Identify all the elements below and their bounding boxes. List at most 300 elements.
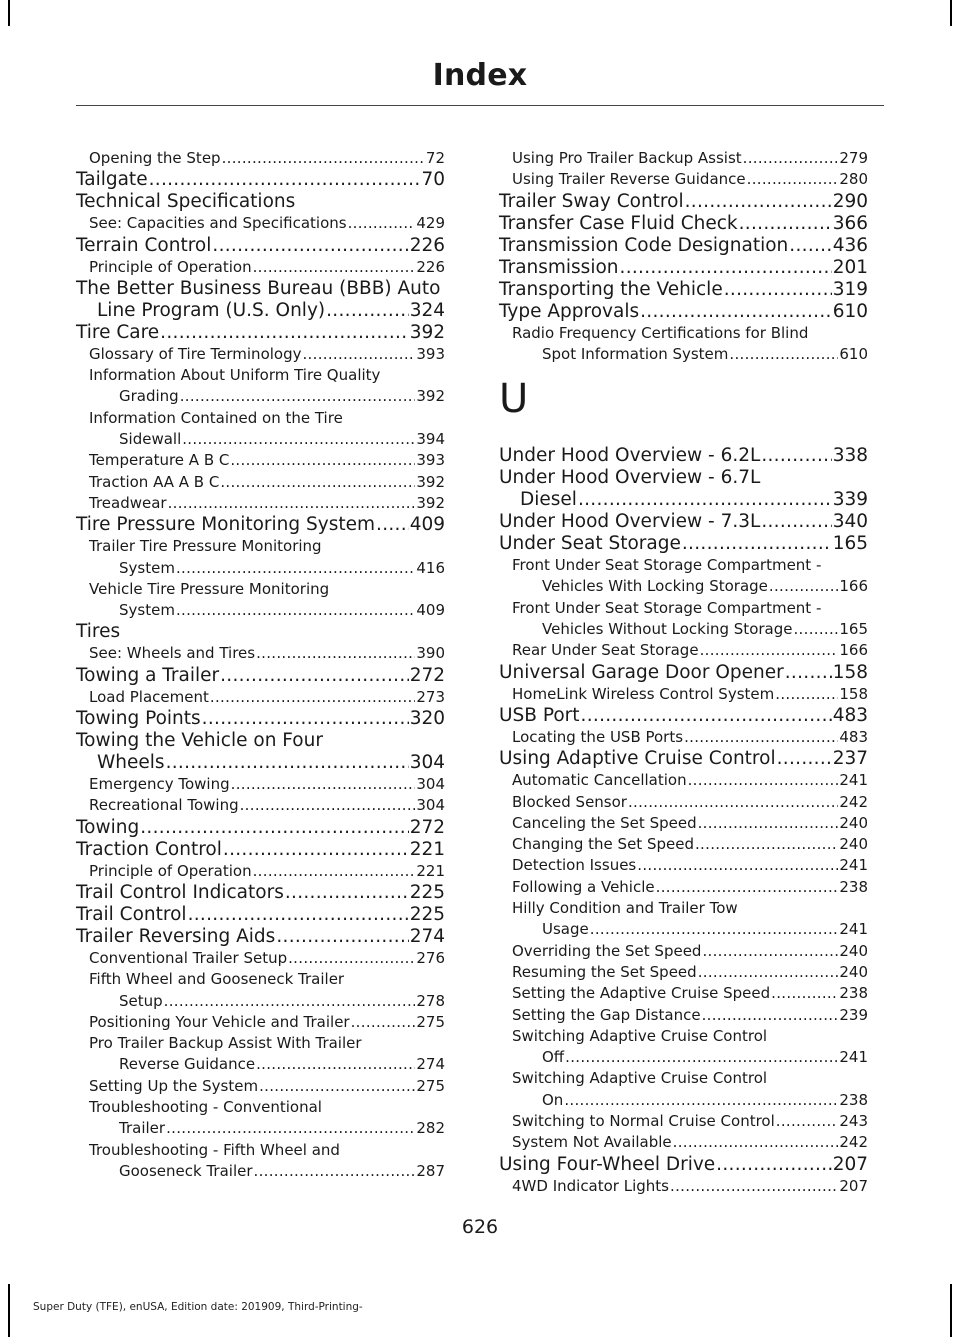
index-subentry[interactable] [499,941,868,962]
index-entry-label: Towing a Trailer [76,664,220,686]
index-entry[interactable] [76,926,445,948]
index-page-number: 226 [416,257,445,276]
index-entry-label: Under Hood Overview - 6.2L [499,445,761,467]
index-page-number: 158 [839,684,868,703]
index-page-number: 280 [839,170,868,189]
index-subentry[interactable] [76,600,445,621]
index-subentry[interactable] [76,257,445,278]
index-page-number: 436 [832,234,868,256]
dot-leader [254,1161,416,1182]
index-subentry[interactable] [76,344,445,365]
index-entry[interactable] [499,748,868,770]
index-entry-label: Under Hood Overview - 6.7L [499,467,761,489]
index-subentry[interactable] [76,1161,445,1182]
index-column-right [499,148,868,1197]
index-page-number: 239 [839,1005,868,1024]
index-page-number: 240 [839,835,868,854]
dot-leader [698,962,839,983]
dot-leader [724,279,832,301]
dot-leader [684,727,838,748]
index-subentry[interactable] [499,1090,868,1111]
index-subentry[interactable] [499,576,868,597]
index-entry-label: Blocked Sensor [512,792,627,811]
index-entry[interactable] [499,445,868,467]
index-subentry[interactable] [76,1140,445,1161]
index-subentry[interactable] [76,493,445,514]
crop-mark-top-left [8,0,10,26]
index-subentry[interactable] [499,684,868,705]
index-entry-label: See: Wheels and Tires [89,644,256,663]
index-page-number: 240 [839,813,868,832]
index-subentry[interactable] [76,429,445,450]
dot-leader [276,926,408,948]
index-page-number: 241 [839,856,868,875]
index-page-number: 275 [416,1076,445,1095]
index-entry-label: Principle of Operation [89,861,252,880]
index-subentry[interactable] [76,579,445,600]
index-entry-label: Front Under Seat Storage Compartment - [512,556,822,575]
index-subentry[interactable] [76,861,445,882]
index-subentry[interactable] [76,774,445,795]
index-entry-label: Trail Control Indicators [76,881,284,903]
index-page-number: 610 [839,344,868,363]
index-page-number: 483 [832,704,868,726]
dot-leader [761,511,831,533]
index-entry-label: Vehicle Tire Pressure Monitoring [89,579,330,598]
index-entry-label: Rear Under Seat Storage [512,641,699,660]
index-subentry[interactable] [76,1097,445,1118]
index-entry[interactable] [76,621,445,643]
crop-mark-bottom-right [950,1284,952,1337]
index-subentry[interactable] [499,834,868,855]
index-entry-label: Hilly Condition and Trailer Tow [512,899,738,918]
index-page-number: 390 [416,644,445,663]
dot-leader [785,662,832,684]
dot-leader [230,450,415,471]
index-subentry[interactable] [499,792,868,813]
index-entry-label: Line Program (U.S. Only) [97,299,326,321]
dot-leader [789,235,831,257]
index-subentry[interactable] [499,727,868,748]
dot-leader [285,882,409,904]
index-page-number: 273 [416,687,445,706]
index-page-number: 221 [409,838,445,860]
index-entry-label: Vehicles Without Locking Storage [542,620,793,639]
index-page-number: 394 [416,430,445,449]
index-subentry[interactable] [499,169,868,190]
index-entry-label: Trailer Sway Control [499,190,684,212]
index-page-number: 393 [416,344,445,363]
index-page-number: 392 [409,321,445,343]
index-entry-label: Principle of Operation [89,257,252,276]
index-subentry[interactable] [499,770,868,791]
dot-leader [698,813,839,834]
index-subentry[interactable] [76,472,445,493]
index-subentry[interactable] [76,450,445,471]
dot-leader [202,708,409,730]
index-page-number: 225 [409,881,445,903]
index-entry-label: Spot Information System [542,344,729,363]
index-page-number: 166 [839,641,868,660]
index-entry[interactable] [76,665,445,687]
index-subentry[interactable] [499,1005,868,1026]
dot-leader [180,386,416,407]
index-entry[interactable] [76,169,445,191]
index-entry[interactable] [76,882,445,904]
index-entry[interactable] [76,752,445,774]
index-subentry[interactable] [499,898,868,919]
index-subentry[interactable] [76,1076,445,1097]
index-entry-label: Technical Specifications [76,191,296,213]
dot-leader [220,665,409,687]
index-subentry[interactable] [76,365,445,386]
index-entry[interactable] [499,279,868,301]
index-entry-label: Towing [76,816,140,838]
index-subentry[interactable] [499,344,868,365]
index-entry[interactable] [499,235,868,257]
index-page-number: 279 [839,149,868,167]
index-entry-label: Trail Control [76,903,187,925]
edition-footer: Super Duty (TFE), enUSA, Edition date: 201909, Third-Printing- [33,1301,363,1313]
index-subentry[interactable] [76,213,445,234]
index-entry[interactable] [499,257,868,279]
index-entry-label: On [542,1090,564,1109]
index-entry-label: Reverse Guidance [119,1055,256,1074]
index-page-number: 282 [416,1119,445,1138]
index-entry-label: Transporting the Vehicle [499,278,723,300]
index-subentry[interactable] [499,813,868,834]
index-entry[interactable] [76,839,445,861]
index-entry-label: Diesel [520,489,577,511]
index-page-number: 70 [421,169,445,191]
index-entry-label: Terrain Control [76,234,212,256]
index-subentry[interactable] [76,795,445,816]
index-letter-heading: U [499,376,529,423]
index-entry-label: Tires [76,621,121,643]
index-subentry[interactable] [499,1132,868,1153]
index-subentry[interactable] [76,1118,445,1139]
dot-leader [149,169,421,191]
index-entry-label: Universal Garage Door Opener [499,661,784,683]
index-entry-label: Using Adaptive Cruise Control [499,748,776,770]
index-subentry[interactable] [499,962,868,983]
index-page-number: 72 [425,149,445,167]
index-subentry[interactable] [76,1012,445,1033]
index-entry-label: Trailer Reversing Aids [76,925,276,947]
index-entry-label: Vehicles With Locking Storage [542,577,768,596]
index-entry-label: Using Trailer Reverse Guidance [512,170,746,189]
index-entry-label: Traction AA A B C [89,472,220,491]
index-page-number: 275 [416,1012,445,1031]
dot-leader [253,861,416,882]
index-entry[interactable] [76,514,445,536]
index-entry-label: Trailer [119,1119,166,1138]
index-subentry[interactable] [499,1176,868,1197]
dot-leader [160,322,409,344]
index-entry-label: Glossary of Tire Terminology [89,344,302,363]
dot-leader [739,213,832,235]
index-entry[interactable] [499,489,868,511]
index-entry[interactable] [499,662,868,684]
index-page-number: 320 [409,708,445,730]
index-page-number: 241 [839,771,868,790]
index-subentry[interactable] [76,386,445,407]
index-page-number: 238 [839,1090,868,1109]
index-entry-label: HomeLink Wireless Control System [512,684,775,703]
index-page-number: 429 [416,214,445,233]
index-page-number: 226 [409,234,445,256]
dot-leader [688,770,839,791]
dot-leader [231,774,416,795]
index-entry[interactable] [499,191,868,213]
index-page-number: 290 [832,190,868,212]
index-subentry[interactable] [76,1033,445,1054]
index-subentry[interactable] [499,640,868,661]
dot-leader [700,640,839,661]
dot-leader [259,1076,415,1097]
index-entry-label: Towing Points [76,708,201,730]
index-entry-label: The Better Business Bureau (BBB) Auto [76,277,441,299]
dot-leader [256,643,415,664]
index-page-number: 165 [832,533,868,555]
dot-leader [222,148,425,169]
index-subentry[interactable] [76,687,445,708]
index-entry[interactable] [499,213,868,235]
index-page-number: 241 [839,920,868,939]
index-entry-label: Setup [119,991,163,1010]
index-entry-label: System [119,558,175,577]
index-entry-label: Information About Uniform Tire Quality [89,366,381,385]
index-subentry[interactable] [499,1026,868,1047]
index-page-number: 240 [839,941,868,960]
index-subentry[interactable] [76,408,445,429]
index-entry-label: System Not Available [512,1133,672,1152]
dot-leader [256,1054,415,1075]
index-entry-label: Traction Control [76,838,222,860]
index-page-number: 158 [832,661,868,683]
index-entry-label: Opening the Step [89,149,221,167]
dot-leader [164,991,416,1012]
index-subentry[interactable] [76,558,445,579]
dot-leader [716,1154,832,1176]
index-entry-label: Resuming the Set Speed [512,962,697,981]
index-page-number: 243 [839,1112,868,1131]
dot-leader [348,213,416,234]
dot-leader [777,748,832,770]
index-subentry[interactable] [499,323,868,344]
index-entry[interactable] [76,730,445,752]
index-entry-label: Automatic Cancellation [512,771,687,790]
dot-leader [302,344,415,365]
index-entry[interactable] [499,511,868,533]
index-entry[interactable] [76,278,445,300]
index-page-number: 238 [839,984,868,1003]
index-subentry[interactable] [76,536,445,557]
index-entry-label: 4WD Indicator Lights [512,1176,669,1195]
dot-leader [695,834,838,855]
index-entry[interactable] [76,235,445,257]
crop-mark-bottom-left [8,1284,10,1337]
index-entry-label: Temperature A B C [89,451,230,470]
index-page-number: 221 [416,861,445,880]
index-page-number: 278 [416,991,445,1010]
index-subentry[interactable] [76,948,445,969]
index-page-number: 338 [832,445,868,467]
index-entry-label: Using Four-Wheel Drive [499,1153,716,1175]
index-entry-label: Troubleshooting - Fifth Wheel and [89,1140,340,1159]
index-entry-label: Treadwear [89,493,167,512]
index-page-number: 324 [409,299,445,321]
index-subentry[interactable] [76,991,445,1012]
index-entry-label: Using Pro Trailer Backup Assist [512,149,742,167]
index-entry[interactable] [499,301,868,323]
index-subentry[interactable] [76,643,445,664]
index-subentry[interactable] [499,555,868,576]
index-page-number: 165 [839,620,868,639]
index-page-number: 392 [416,472,445,491]
index-entry-label: Transmission [499,256,619,278]
dot-leader [351,1012,416,1033]
index-entry-label: Following a Vehicle [512,877,655,896]
index-entry-label: Usage [542,920,589,939]
index-page-number: 242 [839,792,868,811]
index-entry[interactable] [76,817,445,839]
index-subentry[interactable] [76,1054,445,1075]
index-entry-label: Emergency Towing [89,775,230,794]
index-page-number: 304 [416,796,445,815]
index-page-number: 276 [416,948,445,967]
dot-leader [673,1132,839,1153]
dot-leader [685,191,832,213]
dot-leader [656,877,839,898]
index-page-number: 319 [832,278,868,300]
index-entry-label: Pro Trailer Backup Assist With Trailer [89,1034,362,1053]
index-entry-label: Off [542,1048,565,1067]
dot-leader [240,795,416,816]
index-entry-label: Grading [119,387,179,406]
dot-leader [670,1176,838,1197]
index-subentry[interactable] [499,919,868,940]
index-page-number: 274 [409,925,445,947]
index-page-number: 366 [832,212,868,234]
dot-leader [376,514,409,536]
index-page-number: 238 [839,877,868,896]
index-entry-label: Sidewall [119,430,182,449]
index-subentry[interactable] [499,619,868,640]
dot-leader [702,941,838,962]
index-entry-label: Transfer Case Fluid Check [499,212,738,234]
index-page-number: 610 [832,300,868,322]
index-subentry[interactable] [499,1047,868,1068]
index-page-number: 237 [832,748,868,770]
index-entry-label: Under Seat Storage [499,533,681,555]
dot-leader [212,235,408,257]
dot-leader [581,705,832,727]
index-entry[interactable] [76,904,445,926]
index-page-number: 393 [416,451,445,470]
index-entry-label: Under Hood Overview - 7.3L [499,511,761,533]
dot-leader [253,257,416,278]
index-entry-label: Setting the Adaptive Cruise Speed [512,984,771,1003]
index-subentry[interactable] [499,877,868,898]
dot-leader [775,684,838,705]
dot-leader [166,752,409,774]
index-page-number: 201 [832,256,868,278]
index-subentry[interactable] [499,148,868,169]
index-entry[interactable] [499,467,868,489]
index-subentry[interactable] [499,598,868,619]
index-page-number: 409 [416,601,445,620]
index-entry[interactable] [76,322,445,344]
index-entry-label: Switching Adaptive Cruise Control [512,1026,768,1045]
index-entry[interactable] [499,533,868,555]
index-page-number: 392 [416,493,445,512]
dot-leader [620,257,832,279]
index-entry-label: Front Under Seat Storage Compartment - [512,598,822,617]
dot-leader [640,301,832,323]
index-subentry[interactable] [499,1111,868,1132]
index-page-number: 304 [409,752,445,774]
index-entry-label: Detection Issues [512,856,637,875]
index-entry-label: Tire Care [76,321,160,343]
index-page-number: 207 [839,1176,868,1195]
index-page-number: 483 [839,727,868,746]
dot-leader [565,1047,838,1068]
dot-leader [628,792,838,813]
index-entry-label: Tailgate [76,169,148,191]
index-subentry[interactable] [499,983,868,1004]
index-entry-label: Type Approvals [499,300,640,322]
index-entry[interactable] [76,300,445,322]
dot-leader [578,489,832,511]
index-page-number: 225 [409,903,445,925]
index-entry[interactable] [76,708,445,730]
index-entry-label: USB Port [499,704,580,726]
index-entry-label: Locating the USB Ports [512,727,684,746]
index-entry[interactable] [76,191,445,213]
index-entry[interactable] [499,705,868,727]
dot-leader [776,1111,839,1132]
dot-leader [564,1090,838,1111]
index-subentry[interactable] [499,1068,868,1089]
dot-leader [729,344,838,365]
index-entry-label: System [119,601,175,620]
dot-leader [176,558,415,579]
dot-leader [326,300,409,322]
index-subentry[interactable] [499,855,868,876]
index-entry-label: Troubleshooting - Conventional [89,1098,322,1117]
dot-leader [590,919,839,940]
index-entry-label: Transmission Code Designation [499,234,789,256]
page-number: 626 [461,1216,499,1238]
dot-leader [140,817,408,839]
index-page-number: 304 [416,775,445,794]
index-entry-label: Load Placement [89,687,209,706]
index-page-number: 274 [416,1055,445,1074]
index-subentry[interactable] [76,148,445,169]
index-entry[interactable] [499,1154,868,1176]
dot-leader [176,600,415,621]
index-entry-label: Switching to Normal Cruise Control [512,1112,775,1131]
index-entry-label: Positioning Your Vehicle and Trailer [89,1012,350,1031]
index-page-number: 339 [832,489,868,511]
index-page-number: 416 [416,558,445,577]
dot-leader [168,493,416,514]
dot-leader [210,687,415,708]
index-subentry[interactable] [76,969,445,990]
index-entry-label: Wheels [97,752,165,774]
index-entry-label: Gooseneck Trailer [119,1161,253,1180]
